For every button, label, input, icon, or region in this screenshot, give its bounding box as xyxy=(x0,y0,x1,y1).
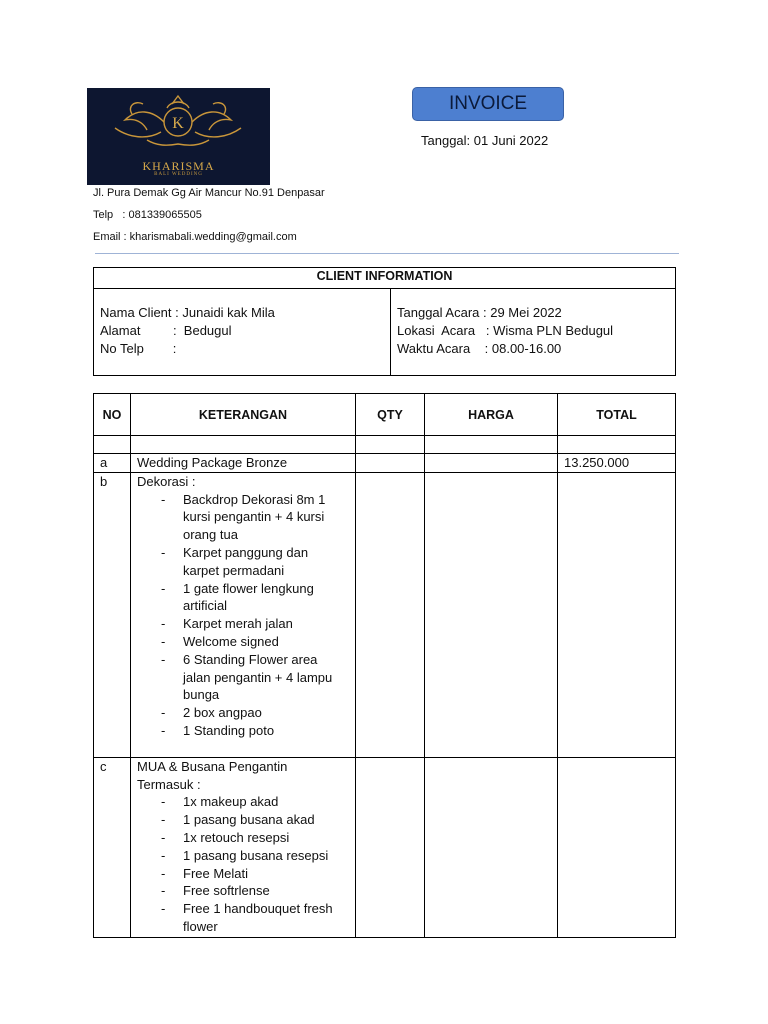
svg-text:K: K xyxy=(172,115,184,132)
list-item: - Karpet panggung dan karpet permadani xyxy=(177,544,333,580)
list-item: - Backdrop Dekorasi 8m 1 kursi pengantin + 4 kursi orang tua xyxy=(177,491,333,544)
header-divider xyxy=(95,253,679,254)
row-description: Wedding Package Bronze xyxy=(131,454,356,473)
list-item: - 1 pasang busana akad xyxy=(177,811,333,829)
header-harga: HARGA xyxy=(425,394,558,436)
company-address: Jl. Pura Demak Gg Air Mancur No.91 Denpasar xyxy=(93,187,325,199)
mua-list xyxy=(137,793,355,935)
invoice-items-table xyxy=(93,393,676,938)
row-no: a xyxy=(94,454,131,473)
list-item: - Free softrlense xyxy=(177,882,333,900)
header-keterangan: KETERANGAN xyxy=(131,394,356,436)
table-row xyxy=(94,757,676,937)
client-information-table xyxy=(93,267,676,376)
header-no: NO xyxy=(94,394,131,436)
row-description-cell xyxy=(131,472,356,757)
table-header-row xyxy=(94,394,676,436)
list-item: - 2 box angpao xyxy=(177,704,333,722)
table-row xyxy=(94,472,676,757)
row-no: c xyxy=(94,757,131,937)
row-description: Dekorasi : xyxy=(137,473,196,489)
client-info-heading: CLIENT INFORMATION xyxy=(94,268,676,289)
decoration-list xyxy=(137,491,355,740)
list-item: - 6 Standing Flower area jalan pengantin + 4 lampu bunga xyxy=(177,651,333,704)
company-email: Email : kharismabali.wedding@gmail.com xyxy=(93,231,297,243)
logo-brand-name: KHARISMA xyxy=(142,159,215,173)
header-total: TOTAL xyxy=(558,394,676,436)
list-item: - Free Melati xyxy=(177,865,333,883)
invoice-title: INVOICE xyxy=(412,87,564,121)
client-name: Nama Client : Junaidi kak Mila xyxy=(100,305,275,320)
row-total: 13.250.000 xyxy=(558,454,676,473)
row-description: MUA & Busana Pengantin xyxy=(137,758,288,774)
list-item: - Welcome signed xyxy=(177,633,333,651)
invoice-date: Tanggal: 01 Juni 2022 xyxy=(421,133,549,148)
list-item: - 1 gate flower lengkung artificial xyxy=(177,580,333,616)
list-item: - 1x retouch resepsi xyxy=(177,829,333,847)
list-item: - 1x makeup akad xyxy=(177,793,333,811)
header-qty: QTY xyxy=(356,394,425,436)
row-description-cell xyxy=(131,757,356,937)
event-location: Lokasi Acara : Wisma PLN Bedugul xyxy=(397,323,614,338)
event-time: Waktu Acara : 08.00-16.00 xyxy=(397,341,562,356)
table-row xyxy=(94,436,676,454)
client-address: Alamat : Bedugul xyxy=(100,323,232,338)
list-item: - Karpet merah jalan xyxy=(177,615,333,633)
table-row xyxy=(94,454,676,473)
list-item: - Free 1 handbouquet fresh flower xyxy=(177,900,333,936)
list-item: - 1 pasang busana resepsi xyxy=(177,847,333,865)
client-details xyxy=(94,289,391,376)
logo-tagline: BALI WEDDING xyxy=(154,172,203,177)
client-phone: No Telp : xyxy=(100,341,177,356)
list-item: - 1 Standing poto xyxy=(177,722,333,740)
event-date: Tanggal Acara : 29 Mei 2022 xyxy=(397,305,562,320)
row-description-note: Termasuk : xyxy=(137,776,201,792)
event-details xyxy=(391,289,676,376)
company-logo xyxy=(87,88,270,185)
row-no: b xyxy=(94,472,131,757)
company-phone: Telp : 081339065505 xyxy=(93,209,202,221)
